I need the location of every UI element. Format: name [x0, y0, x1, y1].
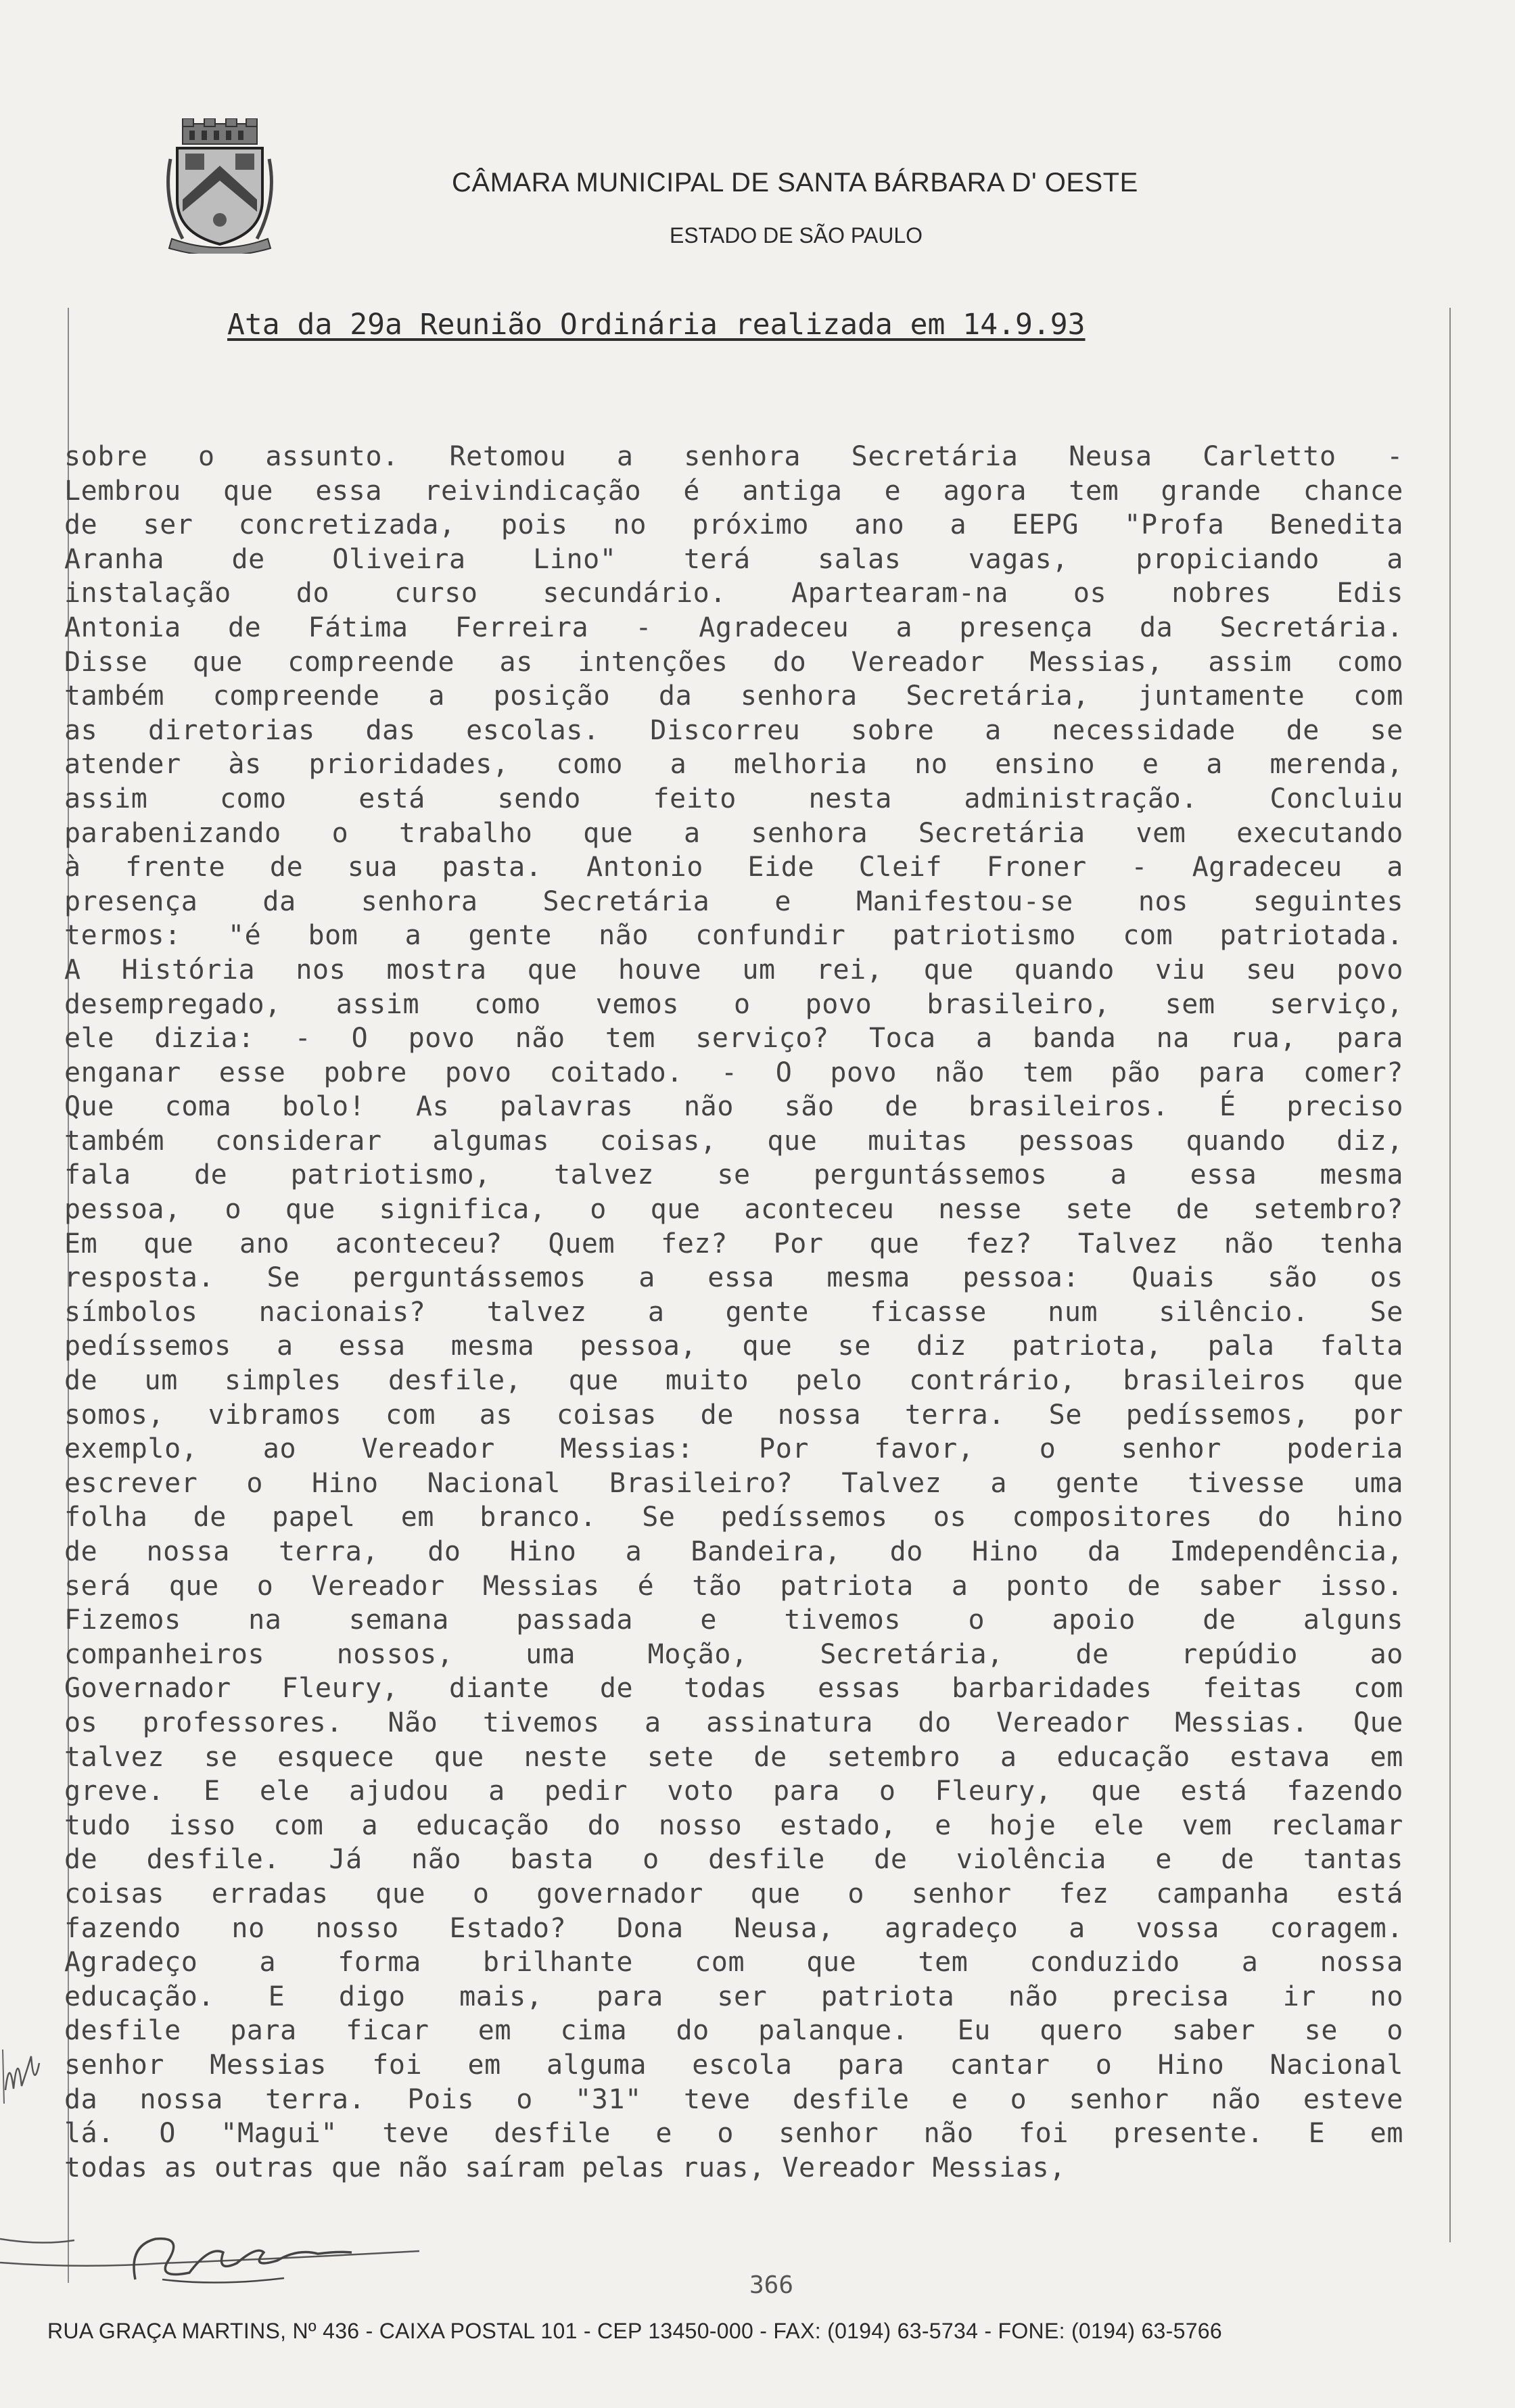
text-line: termos: "é bom a gente não confundir patriotismo com patriotada.	[64, 920, 1403, 952]
text-line: somos, vibramos com as coisas de nossa terra. Se pedíssemos, por	[64, 1399, 1403, 1431]
text-line: presença da senhora Secretária e Manifestou-se nos seguintes	[64, 885, 1403, 917]
text-line: talvez se esquece que neste sete de setembro a educação estava em	[64, 1741, 1403, 1773]
text-line: coisas erradas que o governador que o senhor fez campanha está	[64, 1878, 1403, 1909]
text-line: exemplo, ao Vereador Messias: Por favor, o senhor poderia	[64, 1433, 1403, 1465]
text-line: à frente de sua pasta. Antonio Eide Cleif Froner - Agradeceu a	[64, 852, 1403, 883]
minutes-body-text	[64, 440, 1403, 2185]
text-line: educação. E digo mais, para ser patriota não precisa ir no	[64, 1981, 1403, 2012]
header-subtitle: ESTADO DE SÃO PAULO	[670, 223, 923, 248]
handwritten-signature	[0, 2198, 473, 2307]
text-line: parabenizando o trabalho que a senhora Secretária vem executando	[64, 817, 1403, 849]
text-line: Que coma bolo! As palavras não são de brasileiros. É preciso	[64, 1091, 1403, 1123]
text-line: escrever o Hino Nacional Brasileiro? Talvez a gente tivesse uma	[64, 1467, 1403, 1499]
text-line: folha de papel em branco. Se pedíssemos os compositores do hino	[64, 1502, 1403, 1533]
text-line: símbolos nacionais? talvez a gente ficasse num silêncio. Se	[64, 1296, 1403, 1328]
text-line: será que o Vereador Messias é tão patriota a ponto de saber isso.	[64, 1570, 1403, 1602]
text-line: os professores. Não tivemos a assinatura do Vereador Messias. Que	[64, 1707, 1403, 1738]
text-line: Lembrou que essa reivindicação é antiga e agora tem grande chance	[64, 475, 1403, 507]
text-line: enganar esse pobre povo coitado. - O povo não tem pão para comer?	[64, 1057, 1403, 1088]
text-line: desfile para ficar em cima do palanque. Eu quero saber se o	[64, 2015, 1403, 2047]
margin-initials-scribble	[0, 2029, 61, 2110]
text-line: A História nos mostra que houve um rei, que quando viu seu povo	[64, 954, 1403, 986]
text-line: companheiros nossos, uma Moção, Secretária, de repúdio ao	[64, 1638, 1403, 1670]
text-line: desempregado, assim como vemos o povo brasileiro, sem serviço,	[64, 988, 1403, 1020]
text-line: as diretorias das escolas. Discorreu sobre a necessidade de se	[64, 714, 1403, 746]
text-line: de desfile. Já não basta o desfile de violência e de tantas	[64, 1844, 1403, 1876]
text-line: instalação do curso secundário. Apartearam-na os nobres Edis	[64, 578, 1403, 609]
text-line: atender às prioridades, como a melhoria no ensino e a merenda,	[64, 749, 1403, 781]
text-line: resposta. Se perguntássemos a essa mesma pessoa: Quais são os	[64, 1262, 1403, 1294]
text-line: da nossa terra. Pois o "31" teve desfile e o senhor não esteve	[64, 2083, 1403, 2115]
text-line: Antonia de Fátima Ferreira - Agradeceu a presença da Secretária.	[64, 611, 1403, 643]
text-line: fazendo no nosso Estado? Dona Neusa, agradeço a vossa coragem.	[64, 1912, 1403, 1944]
text-line: pedíssemos a essa mesma pessoa, que se diz patriota, pala falta	[64, 1330, 1403, 1362]
text-line: de nossa terra, do Hino a Bandeira, do Hino da Imdependência,	[64, 1536, 1403, 1567]
header-title: CÂMARA MUNICIPAL DE SANTA BÁRBARA D' OESTE	[452, 168, 1138, 198]
text-line: lá. O "Magui" teve desfile e o senhor não foi presente. E em	[64, 2118, 1403, 2150]
text-line: também compreende a posição da senhora Secretária, juntamente com	[64, 680, 1403, 712]
text-line: tudo isso com a educação do nosso estado, e hoje ele vem reclamar	[64, 1809, 1403, 1841]
text-line: Agradeço a forma brilhante com que tem conduzido a nossa	[64, 1947, 1403, 1978]
text-line: Governador Fleury, diante de todas essas barbaridades feitas com	[64, 1673, 1403, 1705]
text-line: de ser concretizada, pois no próximo ano a EEPG "Profa Benedita	[64, 509, 1403, 541]
text-line: pessoa, o que significa, o que aconteceu nesse sete de setembro?	[64, 1194, 1403, 1226]
right-margin-rule	[1449, 308, 1451, 2242]
text-line: ele dizia: - O povo não tem serviço? Toca a banda na rua, para	[64, 1023, 1403, 1055]
page-number: 366	[749, 2271, 794, 2299]
text-line: Aranha de Oliveira Lino" terá salas vagas, propiciando a	[64, 543, 1403, 575]
text-line: Disse que compreende as intenções do Vereador Messias, assim como	[64, 646, 1403, 678]
text-line: sobre o assunto. Retomou a senhora Secretária Neusa Carletto -	[64, 441, 1403, 472]
text-line: de um simples desfile, que muito pelo contrário, brasileiros que	[64, 1365, 1403, 1397]
text-line: Fizemos na semana passada e tivemos o apoio de alguns	[64, 1604, 1403, 1636]
text-line: greve. E ele ajudou a pedir voto para o Fleury, que está fazendo	[64, 1776, 1403, 1807]
document-title: Ata da 29a Reunião Ordinária realizada em 14.9.93	[227, 308, 1086, 342]
text-line: assim como está sendo feito nesta administração. Concluiu	[64, 783, 1403, 814]
text-line: senhor Messias foi em alguma escola para cantar o Hino Nacional	[64, 2049, 1403, 2081]
footer-address: RUA GRAÇA MARTINS, Nº 436 - CAIXA POSTAL 101 - CEP 13450-000 - FAX: (0194) 63-5734 - FONE: (0194) 63-5766	[47, 2319, 1222, 2343]
text-line: todas as outras que não saíram pelas ruas, Vereador Messias,	[64, 2152, 1066, 2183]
text-line: Em que ano aconteceu? Quem fez? Por que fez? Talvez não tenha	[64, 1228, 1403, 1259]
text-line: fala de patriotismo, talvez se perguntássemos a essa mesma	[64, 1159, 1403, 1191]
municipal-crest-logo	[162, 118, 277, 254]
text-line: também considerar algumas coisas, que muitas pessoas quando diz,	[64, 1125, 1403, 1157]
